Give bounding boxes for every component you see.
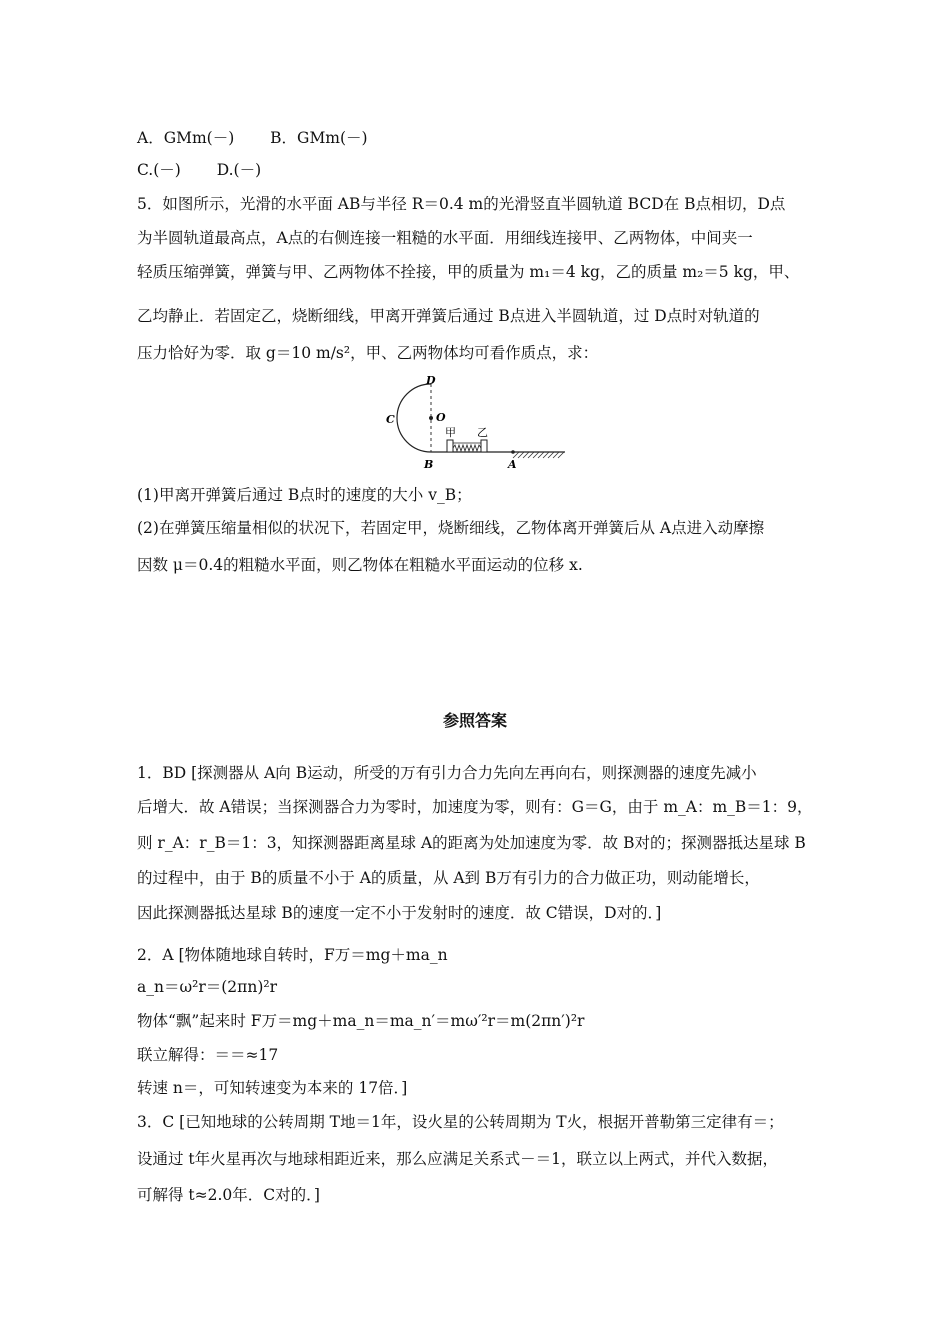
block-yi: [481, 440, 487, 452]
answer-line: a_n＝ω²r＝(2πn)²r: [137, 978, 277, 996]
sub-question-1: (1)甲离开弹簧后通过 B点时的速度的大小 v_B；: [137, 486, 472, 504]
label-a: A: [508, 458, 517, 471]
answer-line: 物体“飘”起来时 F万＝mg＋ma_n＝ma_n′＝mω′²r＝m(2πn′)²r: [137, 1012, 585, 1030]
point-a: [511, 450, 515, 454]
answer-line: 转速 n＝，可知转速变为本来的 17倍．]: [137, 1079, 408, 1097]
rough-surface-hatch: [513, 452, 564, 458]
spring: [453, 445, 481, 451]
answer-line: 联立解得：＝＝≈17: [137, 1046, 279, 1064]
label-yi: 乙: [477, 426, 488, 439]
option-row-1: A．GMm(－) B．GMm(－): [137, 129, 368, 147]
problem-5-line: 轻质压缩弹簧，弹簧与甲、乙两物体不拴接，甲的质量为 m₁＝4 kg，乙的质量 m₂＝5 kg，甲、: [137, 263, 800, 281]
answers-heading: 参照答案: [442, 711, 507, 730]
problem-5-line: 为半圆轨道最高点，A点的右侧连接一粗糙的水平面．用细线连接甲、乙两物体，中间夹一: [137, 229, 753, 247]
answer-line: 则 r_A：r_B＝1：3，知探测器距离星球 A的距离为处加速度为零．故 B对的；探测器抵达星球 B: [137, 834, 806, 852]
answer-line: 的过程中，由于 B的质量不小于 A的质量，从 A到 B万有引力的合力做正功，则动能增长，: [137, 869, 760, 887]
physics-diagram: [385, 372, 575, 472]
answer-line: 后增大．故 A错误；当探测器合力为零时，加速度为零，则有：G＝G，由于 m_A：m_B＝1：9，: [137, 798, 813, 816]
option-row-2: C.(－) D.(－): [137, 161, 262, 179]
block-jia: [447, 440, 453, 452]
answer-line: 设通过 t年火星再次与地球相距近来，那么应满足关系式－＝1，联立以上两式，并代入数据，: [137, 1150, 779, 1168]
label-c: C: [386, 413, 395, 426]
problem-5-line: 压力恰好为零．取 g＝10 m/s²，甲、乙两物体均可看作质点，求：: [137, 344, 599, 362]
label-o: O: [436, 411, 446, 424]
sub-question-2: (2)在弹簧压缩量相似的状况下，若固定甲，烧断细线，乙物体离开弹簧后从 A点进入动摩擦: [137, 519, 765, 537]
answer-line: 因此探测器抵达星球 B的速度一定不小于发射时的速度．故 C错误，D对的．]: [137, 904, 662, 922]
problem-5-line: 5．如图所示，光滑的水平面 AB与半径 R＝0.4 m的光滑竖直半圆轨道 BCD在 B点相切，D点: [137, 195, 786, 213]
label-jia: 甲: [445, 426, 456, 439]
problem-5-line: 乙均静止．若固定乙，烧断细线，甲离开弹簧后通过 B点进入半圆轨道，过 D点时对轨道的: [137, 307, 760, 325]
center-point: [429, 416, 433, 420]
answer-line: 3．C [已知地球的公转周期 T地＝1年，设火星的公转周期为 T火，根据开普勒第三定律有＝；: [137, 1113, 784, 1131]
label-d: D: [426, 374, 436, 387]
label-b: B: [424, 458, 434, 471]
answer-line: 可解得 t≈2.0年．C对的．]: [137, 1186, 320, 1204]
sub-question-2-cont: 因数 μ＝0.4的粗糙水平面，则乙物体在粗糙水平面运动的位移 x.: [137, 556, 583, 574]
semicircle-track: [397, 384, 431, 452]
answer-line: 2．A [物体随地球自转时，F万＝mg＋ma_n: [137, 946, 448, 964]
answer-line: 1．BD [探测器从 A向 B运动，所受的万有引力合力先向左再向右，则探测器的速度先减小: [137, 764, 757, 782]
